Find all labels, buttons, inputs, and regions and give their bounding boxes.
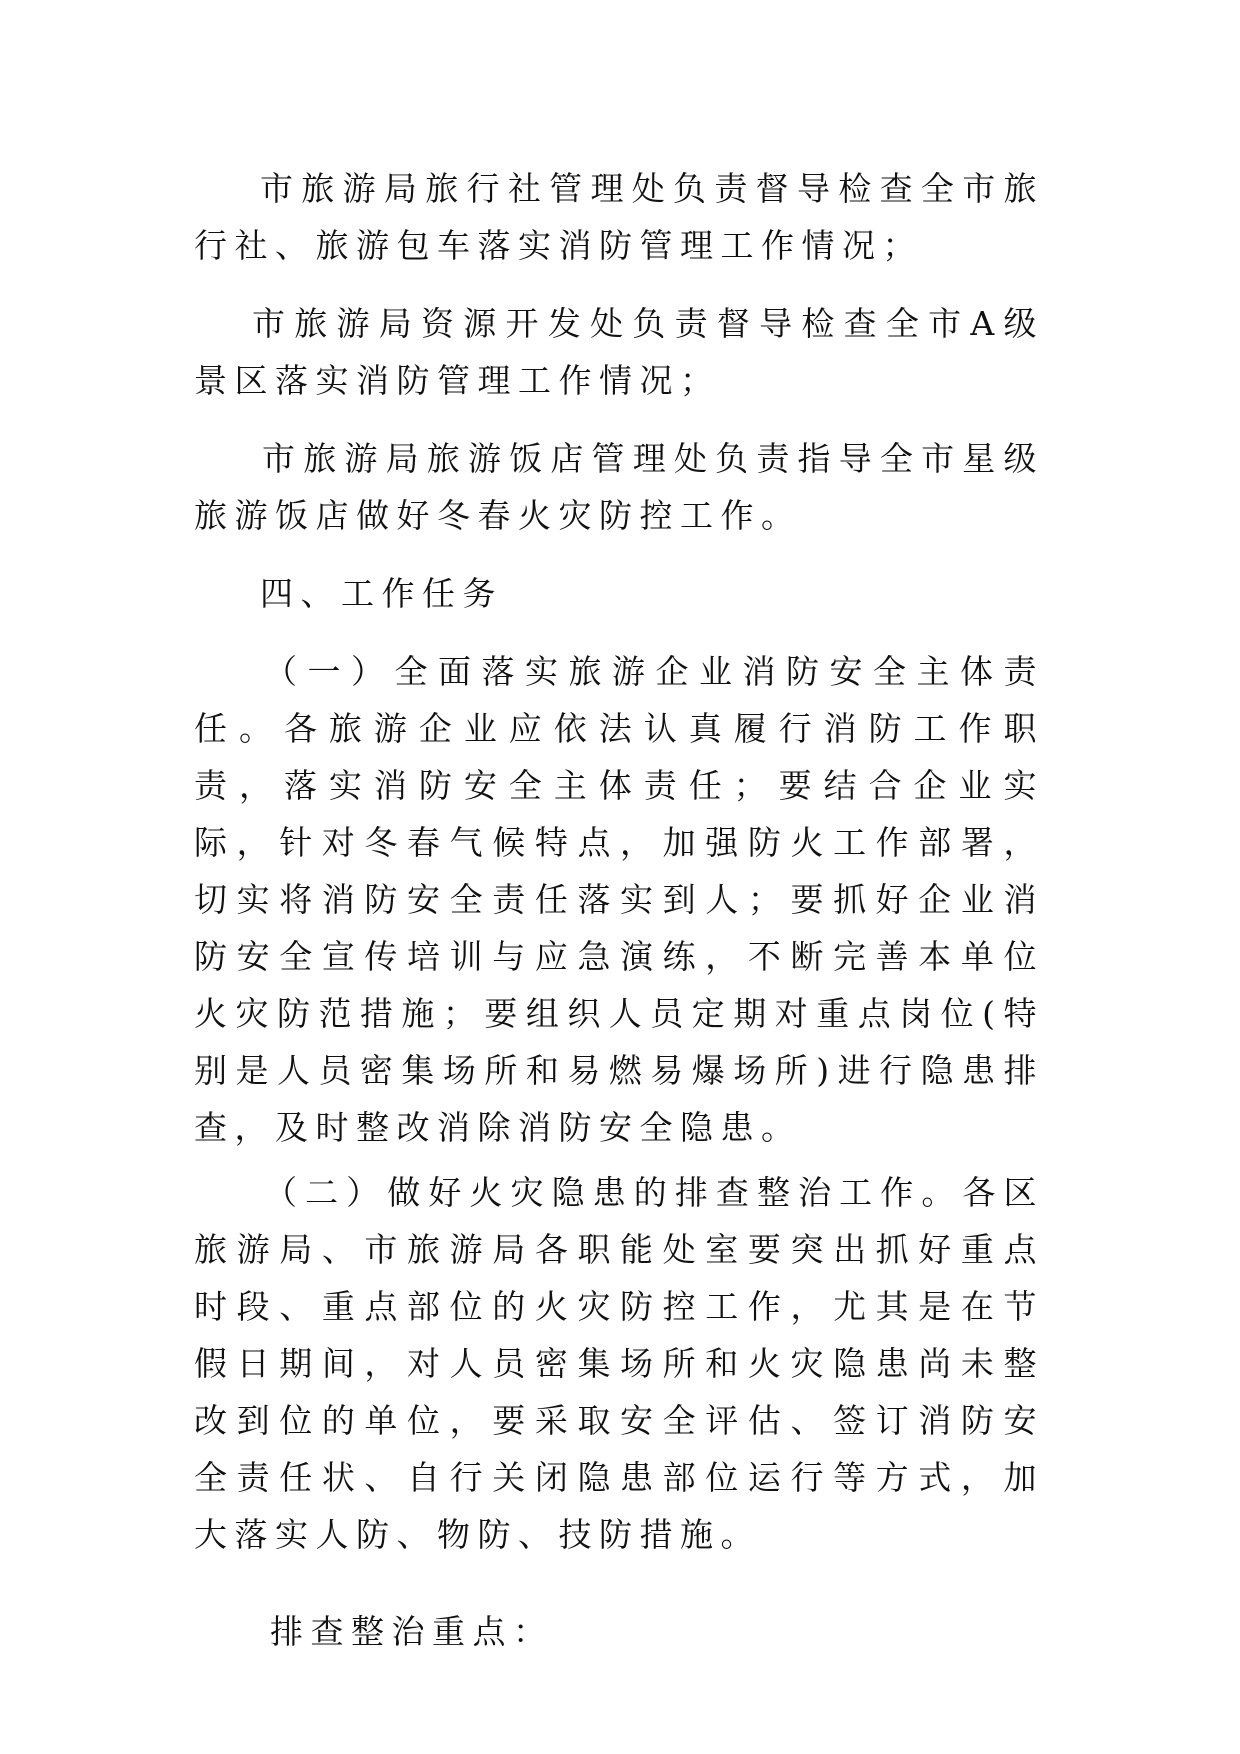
paragraph-focus-heading: 排查整治重点： xyxy=(270,1612,554,1651)
paragraph-task-two: （二）做好火灾隐患的排查整治工作。各区旅游局、市旅游局各职能处室要突出抓好重点时段、重点部位的火灾防控工作，尤其是在节假日期间，对人员密集场所和火灾隐患尚未整改到位的单位，要采取安全评估、签订消防安全责任状、自行关闭隐患部位运行等方式，加大落实人防、物防、技防措施。 xyxy=(194,1173,1044,1554)
paragraph-travel-agency-duty: 市旅游局旅行社管理处负责督导检查全市旅行社、旅游包车落实消防管理工作情况； xyxy=(194,169,1044,265)
section-heading-work-tasks: 四、工作任务 xyxy=(260,574,503,613)
document-body xyxy=(194,160,1044,1660)
paragraph-task-one: （一）全面落实旅游企业消防安全主体责任。各旅游企业应依法认真履行消防工作职责，落实消防安全主体责任；要结合企业实际，针对冬春气候特点，加强防火工作部署，切实将消防安全责任落实到人；要抓好企业消防安全宣传培训与应急演练，不断完善本单位火灾防范措施；要组织人员定期对重点岗位(特别是人员密集场所和易燃易爆场所)进行隐患排查，及时整改消除消防安全隐患。 xyxy=(194,652,1044,1147)
paragraph-resource-development-duty: 市旅游局资源开发处负责督导检查全市A级景区落实消防管理工作情况； xyxy=(194,304,1044,400)
paragraph-hotel-management-duty: 市旅游局旅游饭店管理处负责指导全市星级旅游饭店做好冬春火灾防控工作。 xyxy=(194,439,1044,535)
